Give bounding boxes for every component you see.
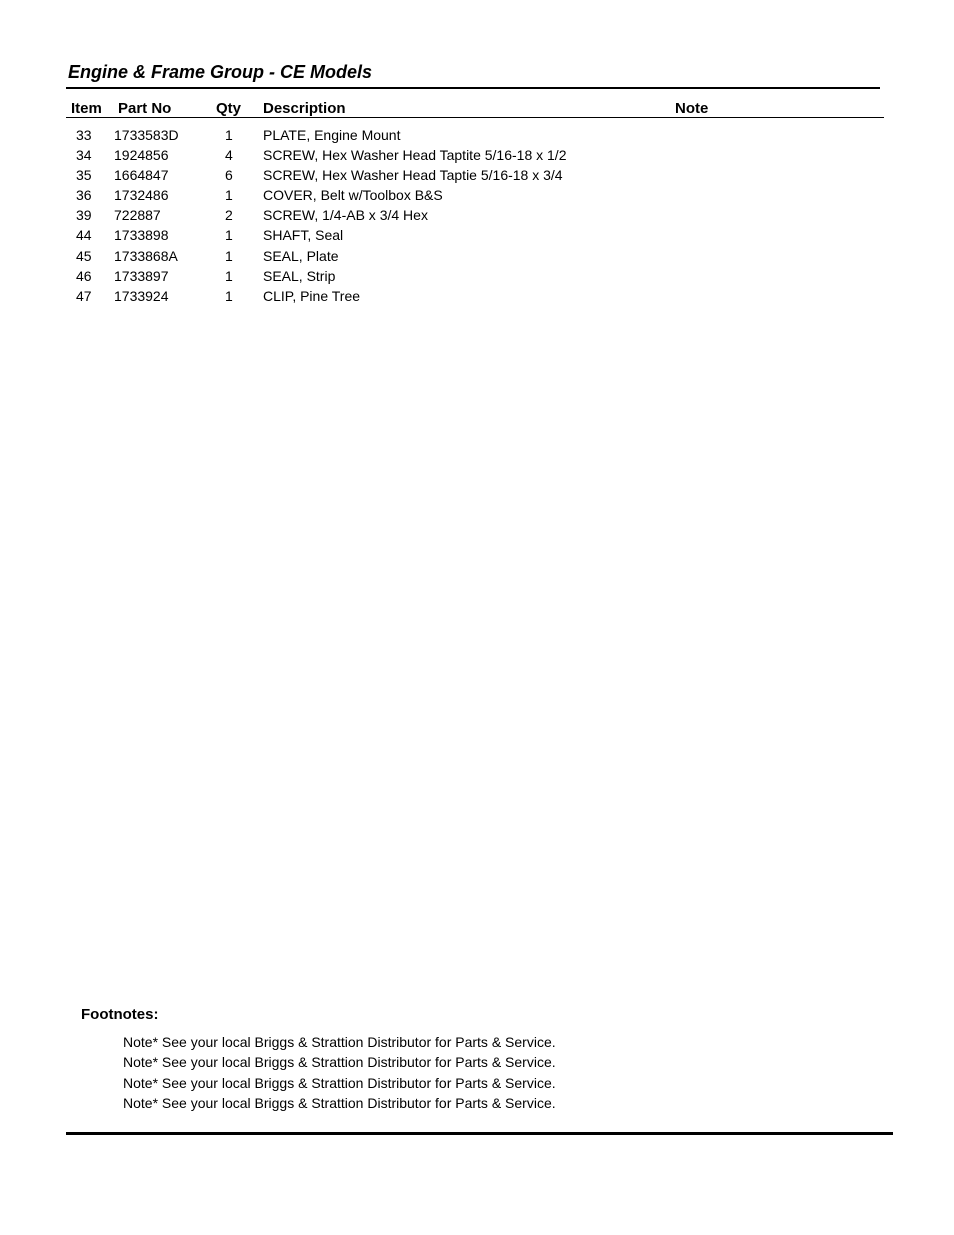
item-cell: 46	[76, 267, 92, 284]
qty-cell: 1	[225, 247, 233, 264]
item-cell: 45	[76, 247, 92, 264]
part-no-cell: 1733897	[114, 267, 169, 284]
qty-cell: 1	[225, 127, 233, 143]
table-row	[0, 288, 954, 308]
footnotes-list	[123, 1034, 556, 1115]
qty-cell: 6	[225, 167, 233, 184]
item-cell: 36	[76, 187, 92, 204]
table-row	[0, 127, 954, 147]
part-no-cell: 1733583D	[114, 127, 179, 143]
footnote-item: Note* See your local Briggs & Strattion Distributor for Parts & Service.	[123, 1074, 556, 1091]
item-cell: 34	[76, 147, 92, 164]
description-cell: SCREW, 1/4-AB x 3/4 Hex	[263, 207, 428, 224]
page-title: Engine & Frame Group - CE Models	[68, 62, 373, 82]
description-cell: SCREW, Hex Washer Head Taptie 5/16-18 x 3/4	[263, 167, 563, 184]
part-no-cell: 1664847	[114, 167, 169, 184]
table-row	[0, 147, 954, 167]
table-row	[0, 248, 954, 268]
column-header-description: Description	[263, 100, 346, 117]
part-no-cell: 722887	[114, 207, 161, 224]
qty-cell: 1	[225, 287, 233, 304]
description-cell: COVER, Belt w/Toolbox B&S	[263, 187, 443, 204]
bottom-divider	[66, 1132, 893, 1135]
qty-cell: 1	[225, 267, 233, 284]
part-no-cell: 1733898	[114, 227, 169, 244]
table-row	[0, 207, 954, 227]
description-cell: PLATE, Engine Mount	[263, 127, 401, 143]
item-cell: 44	[76, 227, 92, 244]
part-no-cell: 1733924	[114, 287, 169, 304]
description-cell: SCREW, Hex Washer Head Taptite 5/16-18 x 1/2	[263, 147, 567, 164]
description-cell: CLIP, Pine Tree	[263, 287, 361, 304]
description-cell: SEAL, Strip	[263, 267, 336, 284]
qty-cell: 1	[225, 187, 233, 204]
footnote-item: Note* See your local Briggs & Strattion Distributor for Parts & Service.	[123, 1094, 556, 1111]
item-cell: 33	[76, 127, 92, 143]
column-header-part-no: Part No	[118, 100, 172, 117]
part-no-cell: 1924856	[114, 147, 169, 164]
item-cell: 39	[76, 207, 92, 224]
part-no-cell: 1733868A	[114, 247, 178, 264]
footnote-item: Note* See your local Briggs & Strattion Distributor for Parts & Service.	[123, 1034, 556, 1050]
item-cell: 47	[76, 287, 92, 304]
title-divider	[66, 87, 880, 89]
column-header-qty: Qty	[216, 100, 242, 117]
footnote-item: Note* See your local Briggs & Strattion Distributor for Parts & Service.	[123, 1054, 556, 1071]
footnotes-heading: Footnotes:	[81, 1006, 159, 1023]
qty-cell: 1	[225, 227, 233, 244]
description-cell: SEAL, Plate	[263, 247, 339, 264]
table-row	[0, 167, 954, 187]
qty-cell: 4	[225, 147, 233, 164]
table-row	[0, 268, 954, 288]
table-row	[0, 227, 954, 247]
part-no-cell: 1732486	[114, 187, 169, 204]
header-divider	[66, 117, 884, 118]
table-row	[0, 187, 954, 207]
item-cell: 35	[76, 167, 92, 184]
description-cell: SHAFT, Seal	[263, 227, 344, 244]
parts-table	[0, 127, 954, 308]
column-header-item: Item	[71, 100, 102, 117]
qty-cell: 2	[225, 207, 233, 224]
column-header-note: Note	[675, 100, 709, 117]
